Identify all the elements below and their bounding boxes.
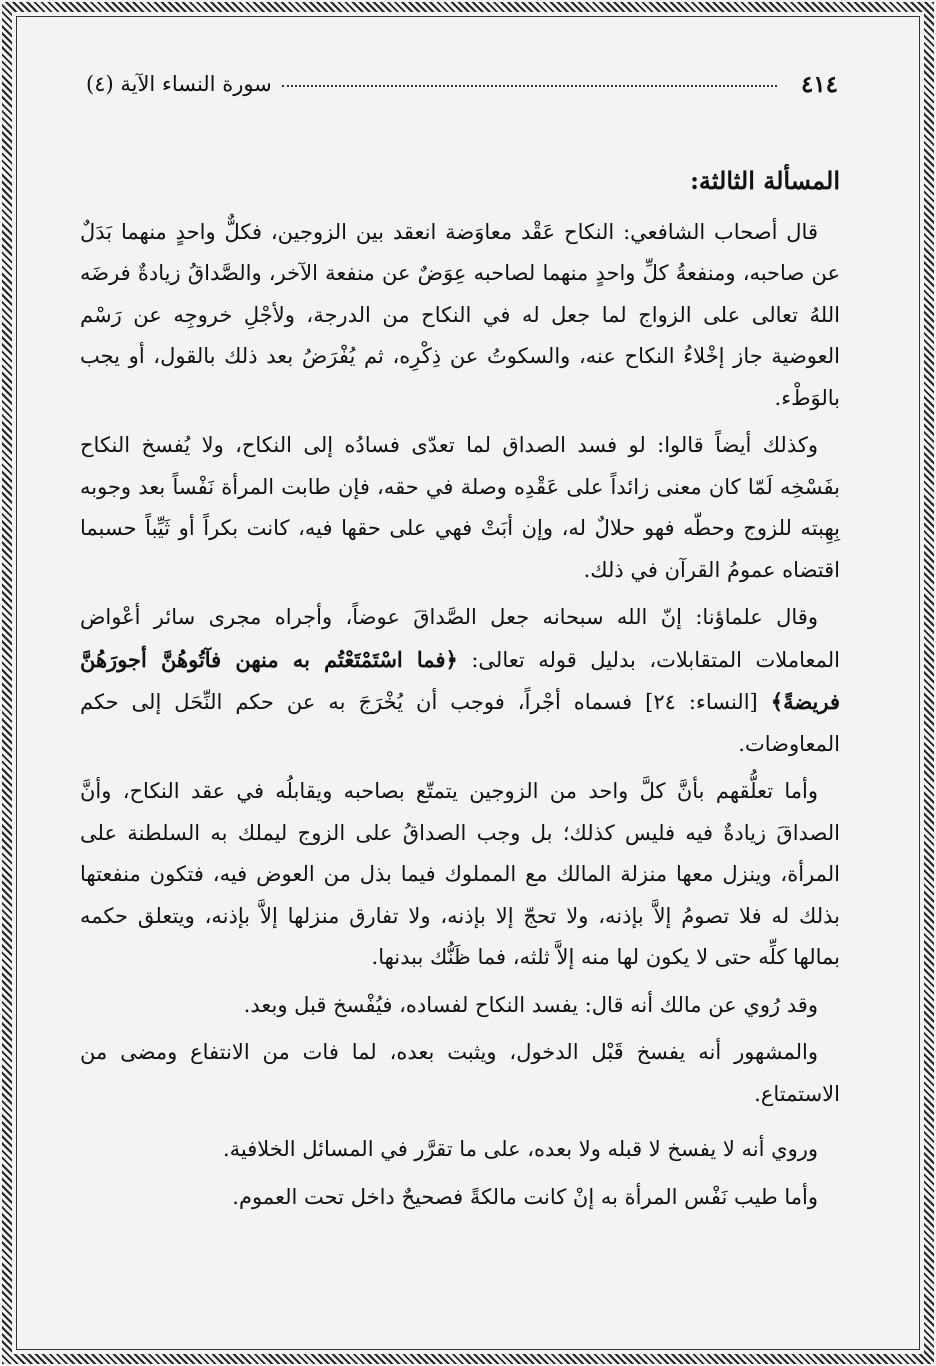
paragraph-3-rest: [النساء: ٢٤] فسماه أجْراً، فوجب أن يُخْرَجَ به عن حكم النِّحَل إلى حكم المعاوضات. xyxy=(80,690,840,756)
quran-verse: ﴿فما اسْتَمْتَعْتُم به منهن فآتُوهُنَّ أجورَهُنَّ فريضةً﴾ xyxy=(80,646,841,714)
paragraph-2: وكذلك أيضاً قالوا: لو فسد الصداق لما تعدّى فسادُه إلى النكاح، ولا يُفسخ النكاح بفَسْخِه لَمّا كان معنى زائداً على عَقْدِه وصلة في حقه، فإن طابت المرأة نَفْساً بعد وجوبه بِهِبته للزوج وحطّه فهو حلالٌ له، وإن أبَتْ فهي على حقها فيه، كانت بكراً أو ثَيِّباً حسبما اقتضاه عمومُ القرآن في ذلك. xyxy=(80,433,840,582)
paragraph-3 xyxy=(80,597,840,765)
paragraph-3-intro: وقال علماؤنا: إنّ الله سبحانه جعل الصَّداقَ عوضاً، وأجراه مجرى سائر أعْواض المعاملات المتقابلات، بدليل قوله تعالى: xyxy=(80,605,840,672)
paragraph-7: وروي أنه لا يفسخ لا قبله ولا بعده، على ما تقرَّر في المسائل الخلافية. xyxy=(222,1137,818,1161)
paragraph-6: والمشهور أنه يفسخ قَبْل الدخول، ويثبت بعده، لما فات من الانتفاع ومضى من الاستمتاع. xyxy=(80,1040,840,1106)
section-heading: المسألة الثالثة: xyxy=(690,166,840,195)
page-number: ٤١٤ xyxy=(800,70,838,98)
running-title: سورة النساء الآية (٤) xyxy=(86,72,272,96)
paragraph-5: وقد رُوي عن مالك أنه قال: يفسد النكاح لفساده، فيُفْسخ قبل وبعد. xyxy=(243,992,818,1017)
header-dotted-leader xyxy=(282,75,777,87)
paragraph-1: قال أصحاب الشافعي: النكاح عَقْد معاوَضة انعقد بين الزوجين، فكلٌّ واحدٍ منهما بَدَلٌ عن صاحبه، ومنفعةُ كلِّ واحدٍ منهما لصاحبه عِوَضٌ عن منفعة الآخر، والصَّداقُ زيادةٌ فرضَه اللهُ تعالى على الزواج لما جعل له في النكاح من الدرجة، ولأجْلِ خروجِه عن رَسْم العوضية جاز إخْلاءُ النكاح عنه، والسكوتُ عن ذِكْرِه، ثم يُفْرَضُ بعد ذلك بالقول، أو يجب بالوَطْء. xyxy=(80,219,840,410)
paragraph-8: وأما طيب نَفْس المرأة به إنْ كانت مالكةً فصحيحٌ داخل تحت العموم. xyxy=(232,1184,818,1209)
paragraph-4: وأما تعلُّقهم بأنَّ كلَّ واحد من الزوجين يتمتّع بصاحبه ويقابلُه في عقد النكاح، وأنَّ الصداقَ زيادةٌ فيه فليس كذلك؛ بل وجب الصداقُ على الزوج ليملك به السلطنة على المرأة، وينزل معها منزلة المالك مع المملوك فيما بذل من العوض فيه، فتكون منفعتها بذلك له فلا تصومُ إلاَّ بإذنه، ولا تحجّ إلا بإذنه، ولا تفارق منزلها إلاَّ بإذنه، ويتعلق حكمه بمالها كلِّه حتى لا يكون لها منه إلاَّ ثلثه، فما ظَنُّك ببدنها. xyxy=(80,779,840,969)
page-body xyxy=(80,160,840,1224)
page-header xyxy=(86,66,838,102)
